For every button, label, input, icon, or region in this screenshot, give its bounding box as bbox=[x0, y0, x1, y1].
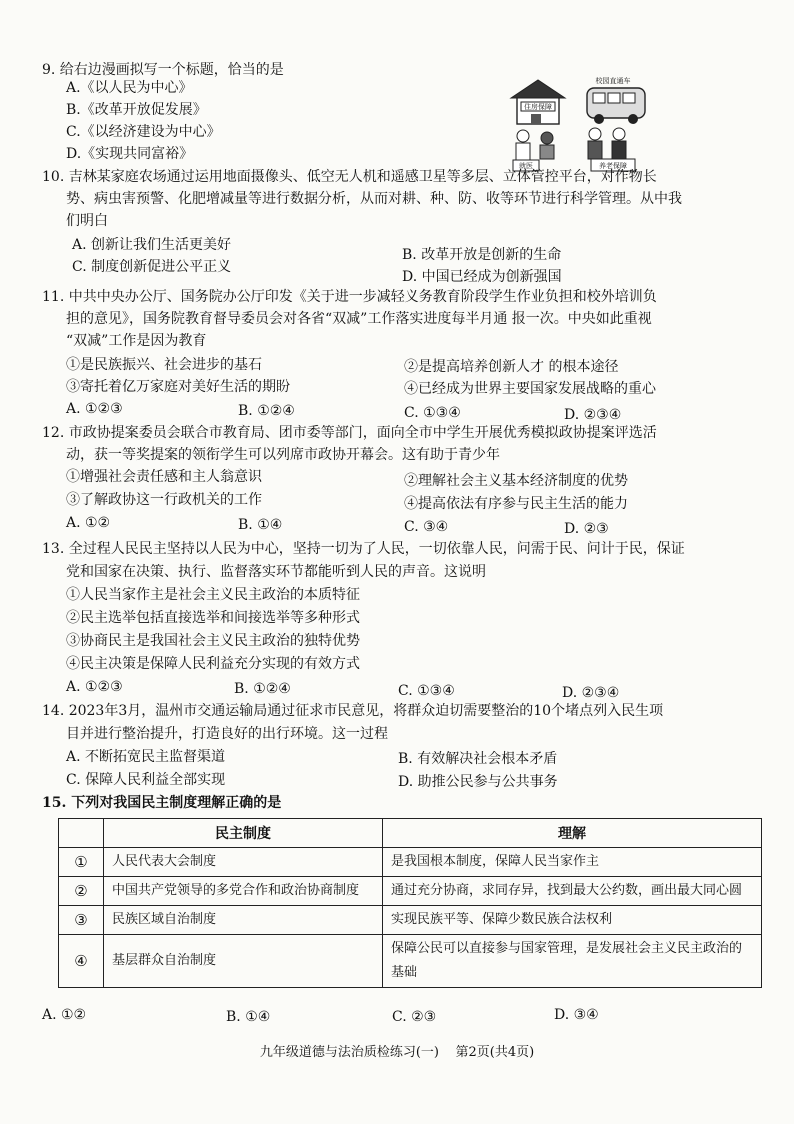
comic-label-elderly-care: 养老保障 bbox=[599, 162, 627, 170]
row-system: 人民代表大会制度 bbox=[104, 848, 383, 877]
q13-stem-line1: 13. 全过程人民民主坚持以人民为中心，坚持一切为了人民，一切依靠人民，问需于民、问计于民，保证 bbox=[42, 541, 685, 557]
q15-democracy-table bbox=[58, 818, 762, 988]
q10-option-a: A. 创新让我们生活更美好 bbox=[72, 237, 232, 253]
q15-stem: 15. 下列对我国民主制度理解正确的是 bbox=[42, 795, 282, 811]
q11-stem-line1: 11. 中共中央办公厅、国务院办公厅印发《关于进一步减轻义务教育阶段学生作业负担和校外培训负 bbox=[42, 289, 657, 305]
table-row bbox=[59, 906, 762, 935]
q12-option-b: B. ①④ bbox=[238, 517, 283, 533]
row-number: ③ bbox=[59, 906, 104, 935]
q9-comic-illustration bbox=[503, 74, 651, 172]
q10-option-c: C. 制度创新促进公平正义 bbox=[72, 259, 232, 275]
q13-option-b: B. ①②④ bbox=[234, 681, 291, 697]
q14-option-d: D. 助推公民参与公共事务 bbox=[398, 774, 558, 790]
q15-option-c: C. ②③ bbox=[392, 1009, 437, 1025]
q14-stem-line2: 目并进行整治提升，打造良好的出行环境。这一过程 bbox=[66, 726, 388, 742]
table-row bbox=[59, 935, 762, 988]
row-understanding: 保障公民可以直接参与国家管理，是发展社会主义民主政治的基础 bbox=[383, 935, 762, 988]
q15-option-d: D. ③④ bbox=[554, 1007, 599, 1023]
q9-option-b: B.《改革开放促发展》 bbox=[66, 102, 207, 118]
row-number: ④ bbox=[59, 935, 104, 988]
q12-option-c: C. ③④ bbox=[404, 519, 449, 535]
q14-option-c: C. 保障人民利益全部实现 bbox=[66, 772, 226, 788]
q13-option-c: C. ①③④ bbox=[398, 683, 455, 699]
table-header-understanding: 理解 bbox=[383, 819, 762, 848]
row-understanding: 实现民族平等、保障少数民族合法权利 bbox=[383, 906, 762, 935]
q11-statement-4: ④已经成为世界主要国家发展战略的重心 bbox=[404, 381, 656, 397]
q11-option-b: B. ①②④ bbox=[238, 403, 295, 419]
q12-statement-1: ①增强社会责任感和主人翁意识 bbox=[66, 469, 262, 485]
q12-statement-2: ②理解社会主义基本经济制度的优势 bbox=[404, 473, 628, 489]
q13-statement-2: ②民主选举包括直接选举和间接选举等多种形式 bbox=[66, 610, 360, 626]
q10-stem-line2: 势、病虫害预警、化肥增减量等进行数据分析，从而对耕、种、防、收等环节进行科学管理。从中我 bbox=[66, 191, 682, 207]
q10-stem-line1: 10. 吉林某家庭农场通过运用地面摄像头、低空无人机和遥感卫星等多层、立体管控平台，对作物长 bbox=[42, 169, 657, 185]
table-row bbox=[59, 877, 762, 906]
q11-option-a: A. ①②③ bbox=[66, 401, 123, 417]
q11-statement-2: ②是提高培养创新人才 的根本途径 bbox=[404, 359, 619, 375]
q13-stem-line2: 党和国家在决策、执行、监督落实环节都能听到人民的声音。这说明 bbox=[66, 564, 486, 580]
q15-option-b: B. ①④ bbox=[226, 1009, 271, 1025]
q10-option-b: B. 改革开放是创新的生命 bbox=[402, 247, 562, 263]
q9-option-d: D.《实现共同富裕》 bbox=[66, 146, 194, 162]
q9-option-c: C.《以经济建设为中心》 bbox=[66, 124, 221, 140]
row-system: 民族区域自治制度 bbox=[104, 906, 383, 935]
row-system: 基层群众自治制度 bbox=[104, 935, 383, 988]
table-row bbox=[59, 848, 762, 877]
q13-option-a: A. ①②③ bbox=[66, 679, 123, 695]
q11-option-d: D. ②③④ bbox=[564, 407, 622, 423]
q13-statement-3: ③协商民主是我国社会主义民主政治的独特优势 bbox=[66, 633, 360, 649]
q11-statement-3: ③寄托着亿万家庭对美好生活的期盼 bbox=[66, 379, 290, 395]
table-header-number bbox=[59, 819, 104, 848]
q14-stem-line1: 14. 2023年3月，温州市交通运输局通过征求市民意见，将群众迫切需要整治的10个堵点列入民生项 bbox=[42, 703, 664, 719]
q12-stem-line2: 动，获一等奖提案的领衔学生可以列席市政协开幕会。这有助于青少年 bbox=[66, 447, 500, 463]
q14-option-b: B. 有效解决社会根本矛盾 bbox=[398, 751, 558, 767]
q11-option-c: C. ①③④ bbox=[404, 405, 461, 421]
q12-statement-4: ④提高依法有序参与民主生活的能力 bbox=[404, 496, 628, 512]
row-number: ① bbox=[59, 848, 104, 877]
q11-stem-line3: “双减”工作是因为教育 bbox=[66, 333, 207, 349]
q11-stem-line2: 担的意见》，国务院教育督导委员会对各省“双减”工作落实进度每半月通 报一次。中央如此重视 bbox=[66, 311, 652, 327]
row-understanding: 是我国根本制度，保障人民当家作主 bbox=[383, 848, 762, 877]
q12-statement-3: ③了解政协这一行政机关的工作 bbox=[66, 492, 262, 508]
q12-option-a: A. ①② bbox=[66, 515, 111, 531]
q13-option-d: D. ②③④ bbox=[562, 685, 620, 701]
q10-stem-line3: 们明白 bbox=[66, 213, 108, 229]
row-understanding: 通过充分协商，求同存异，找到最大公约数，画出最大同心圆 bbox=[383, 877, 762, 906]
table-header-system: 民主制度 bbox=[104, 819, 383, 848]
comic-label-school-bus: 校园直通车 bbox=[595, 77, 631, 85]
q15-option-a: A. ①② bbox=[42, 1007, 87, 1023]
q9-stem: 9. 给右边漫画拟写一个标题，恰当的是 bbox=[42, 62, 284, 78]
q12-option-d: D. ②③ bbox=[564, 521, 609, 537]
q12-stem-line1: 12. 市政协提案委员会联合市教育局、团市委等部门，面向全市中学生开展优秀模拟政协提案评选活 bbox=[42, 425, 657, 441]
q9-option-a: A.《以人民为中心》 bbox=[66, 80, 193, 96]
row-system: 中国共产党领导的多党合作和政治协商制度 bbox=[104, 877, 383, 906]
table-header-row bbox=[59, 819, 762, 848]
q11-statement-1: ①是民族振兴、社会进步的基石 bbox=[66, 357, 262, 373]
q14-option-a: A. 不断拓宽民主监督渠道 bbox=[66, 749, 226, 765]
q13-statement-1: ①人民当家作主是社会主义民主政治的本质特征 bbox=[66, 587, 360, 603]
row-number: ② bbox=[59, 877, 104, 906]
comic-label-housing: 住房保障 bbox=[524, 103, 552, 111]
q10-option-d: D. 中国已经成为创新强国 bbox=[402, 269, 562, 285]
page-footer: 九年级道德与法治质检练习(一) 第2页(共4页) bbox=[259, 1045, 535, 1060]
comic-label-medical: 就医 bbox=[519, 162, 533, 170]
q13-statement-4: ④民主决策是保障人民利益充分实现的有效方式 bbox=[66, 656, 360, 672]
